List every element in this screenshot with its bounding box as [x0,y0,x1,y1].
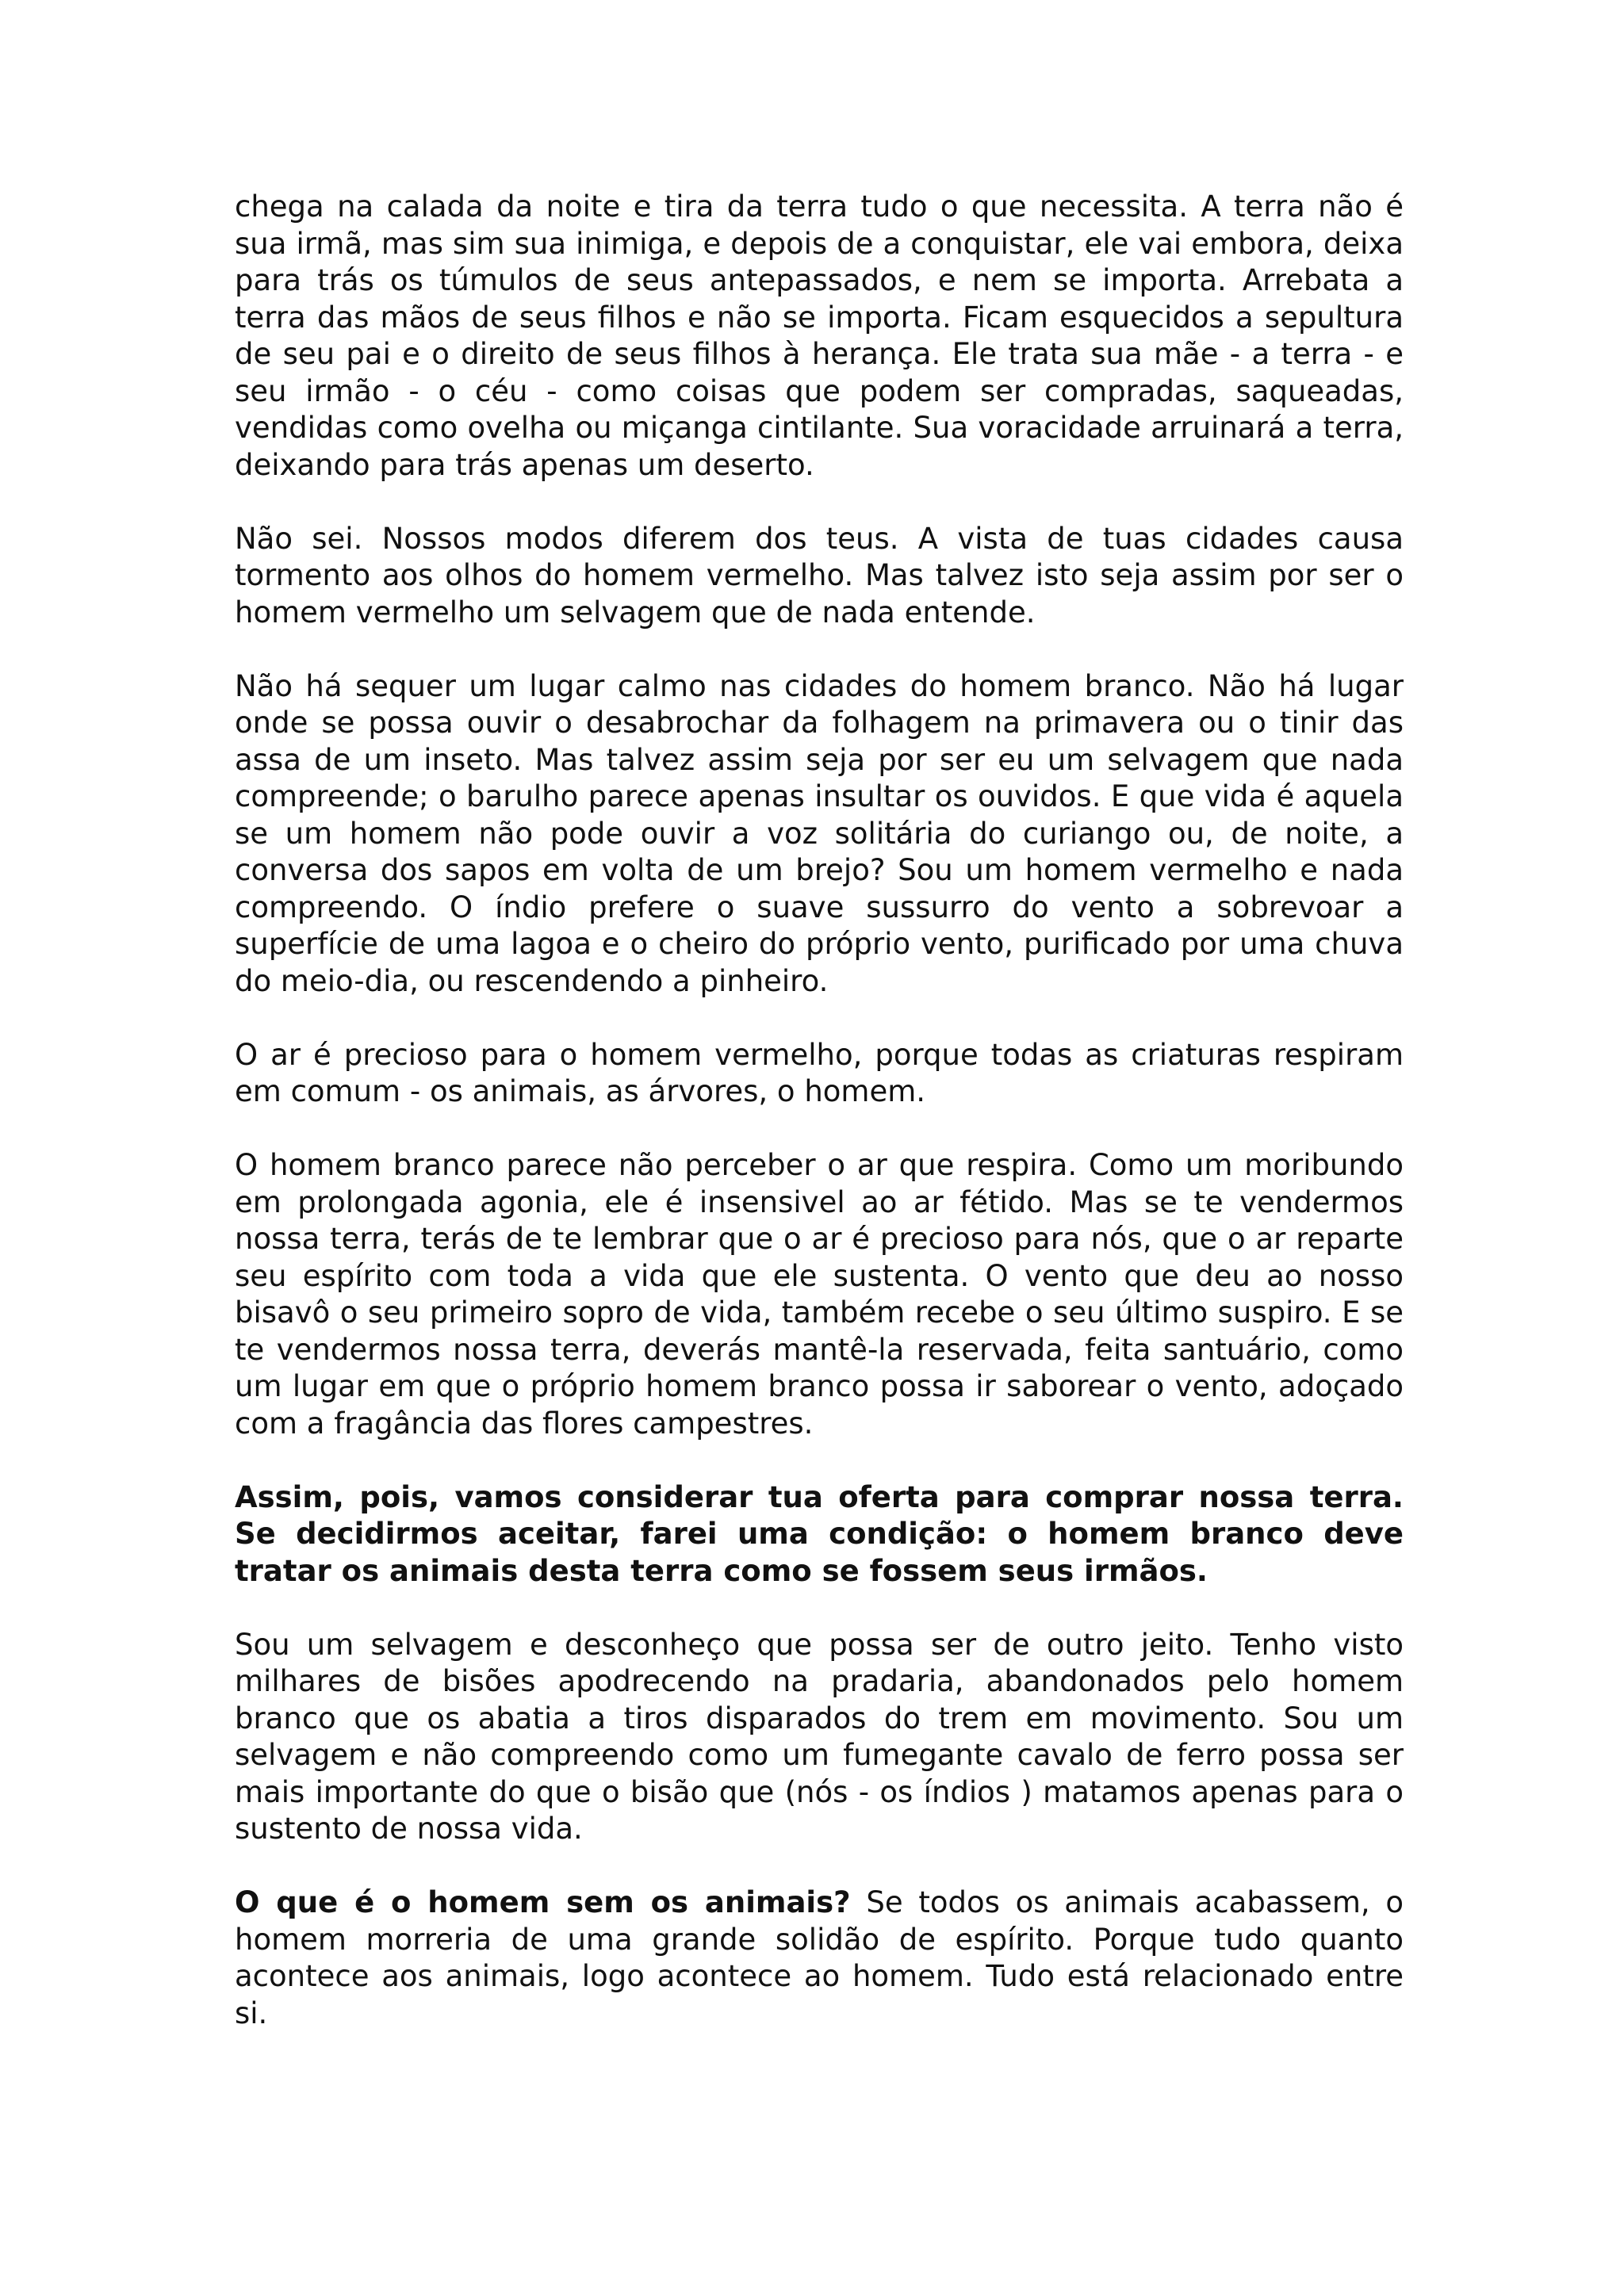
paragraph-8 [235,1885,1404,2032]
paragraph-8-bold-lead: O que é o homem sem os animais? [235,1885,851,1919]
paragraph-1: chega na calada da noite e tira da terra tudo o que necessita. A terra não é sua irmã, mas sim sua inimiga, e depois de a conquistar, ele vai embora, deixa para trás os túmulos de seus antepassados, e nem se importa. Arrebata a terra das mãos de seus filhos e não se importa. Ficam esquecidos a sepultura de seu pai e o direito de seus filhos à herança. Ele trata sua mãe - a terra - e seu irmão - o céu - como coisas que podem ser compradas, saqueadas, vendidas como ovelha ou miçanga cintilante. Sua voracidade arruinará a terra, deixando para trás apenas um deserto. [235,189,1404,482]
paragraph-6-bold: Assim, pois, vamos considerar tua oferta para comprar nossa terra. Se decidirmos aceitar, farei uma condição: o homem branco deve tratar os animais desta terra como se fossem seus irmãos. [235,1479,1404,1588]
paragraph-4: O ar é precioso para o homem vermelho, porque todas as criaturas respiram em comum - os animais, as árvores, o homem. [235,1037,1404,1108]
paragraph-7: Sou um selvagem e desconheço que possa ser de outro jeito. Tenho visto milhares de bisões apodrecendo na pradaria, abandonados pelo homem branco que os abatia a tiros disparados do trem em movimento. Sou um selvagem e não compreendo como um fumegante cavalo de ferro possa ser mais importante do que o bisão que (nós - os índios ) matamos apenas para o sustento de nossa vida. [235,1627,1404,1846]
paragraph-3: Não há sequer um lugar calmo nas cidades do homem branco. Não há lugar onde se possa ouvir o desabrochar da folhagem na primavera ou o tinir das assa de um inseto. Mas talvez assim seja por ser eu um selvagem que nada compreende; o barulho parece apenas insultar os ouvidos. E que vida é aquela se um homem não pode ouvir a voz solitária do curiango ou, de noite, a conversa dos sapos em volta de um brejo? Sou um homem vermelho e nada compreendo. O índio prefere o suave sussurro do vento a sobrevoar a superfície de uma lagoa e o cheiro do próprio vento, purificado por uma chuva do meio-dia, ou rescendendo a pinheiro. [235,668,1404,998]
paragraph-2: Não sei. Nossos modos diferem dos teus. A vista de tuas cidades causa tormento aos olhos do homem vermelho. Mas talvez isto seja assim por ser o homem vermelho um selvagem que de nada entende. [235,521,1404,629]
paragraph-8-text: Se todos os animais acabassem, o homem morreria de uma grande solidão de espírito. Porque tudo quanto acontece aos animais, logo acontece ao homem. Tudo está relacionado entre si. [235,1885,1404,2030]
document-page [235,189,1404,2032]
paragraph-5: O homem branco parece não perceber o ar que respira. Como um moribundo em prolongada agonia, ele é insensivel ao ar fétido. Mas se te vendermos nossa terra, terás de te lembrar que o ar é precioso para nós, que o ar reparte seu espírito com toda a vida que ele sustenta. O vento que deu ao nosso bisavô o seu primeiro sopro de vida, também recebe o seu último suspiro. E se te vendermos nossa terra, deverás mantê-la reservada, feita santuário, como um lugar em que o próprio homem branco possa ir saborear o vento, adoçado com a fragância das flores campestres. [235,1148,1404,1441]
